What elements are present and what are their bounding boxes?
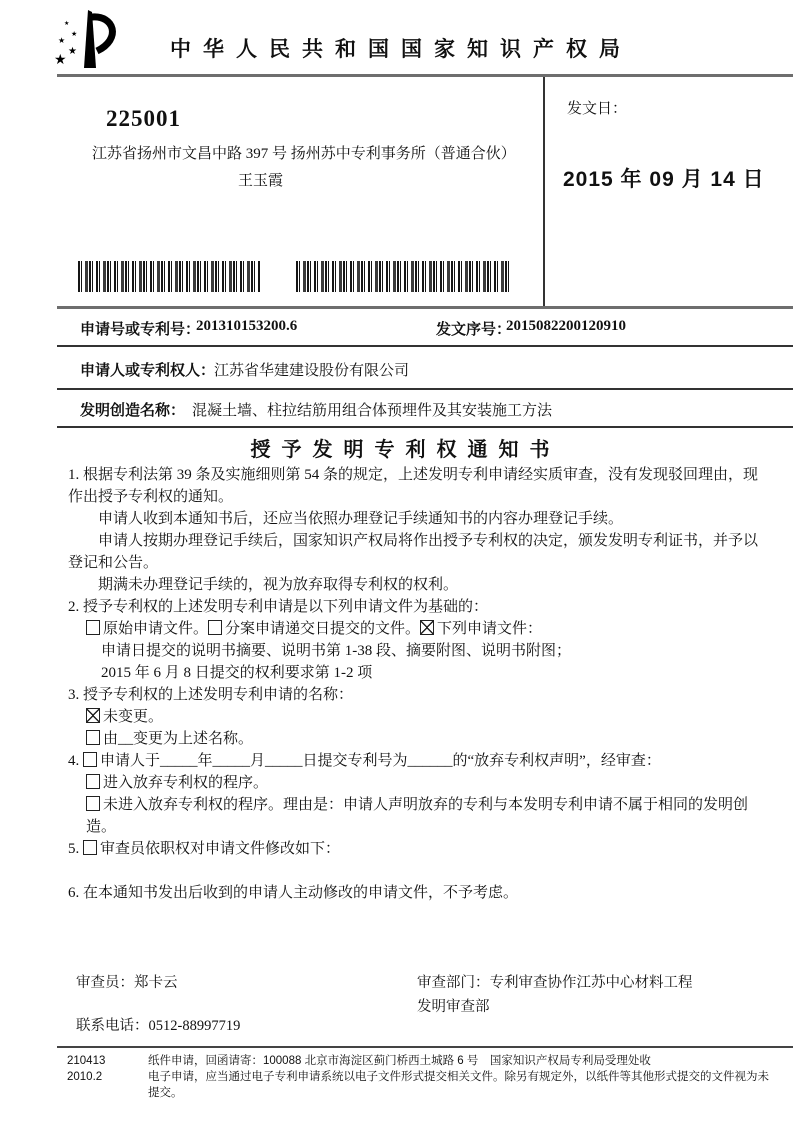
dispatch-date-label: 发文日：: [567, 101, 628, 117]
notice-line: [68, 838, 771, 860]
checkbox-checked-icon: [86, 708, 100, 723]
notice-title: 授予发明专利权通知书: [250, 439, 561, 461]
logo-star: ★: [64, 20, 70, 27]
checkbox-empty-icon: [208, 620, 222, 635]
barcode-left: [78, 261, 261, 292]
logo-star: ★: [58, 36, 66, 45]
notice-body: [68, 464, 771, 904]
org-title: 中华人民共和国国家知识产权局: [170, 37, 632, 61]
notice-text: 5.: [68, 841, 83, 857]
logo-star: ★: [71, 30, 78, 38]
invention-title-label: 发明创造名称：: [80, 403, 186, 419]
section-rule: [57, 306, 793, 309]
application-no-value: 201310153200.6: [196, 318, 298, 334]
department-line: [417, 971, 693, 1019]
applicant-value: 江苏省华建建设股份有限公司: [214, 363, 410, 379]
examiner-line: [76, 971, 178, 992]
row-rule: [57, 388, 793, 390]
notice-line: [68, 618, 771, 640]
notice-line: [68, 794, 771, 838]
notice-text: 申请日提交的说明书摘要、说明书第 1-38 段、摘要附图、说明书附图；: [101, 643, 571, 659]
checkbox-checked-icon: [420, 620, 434, 635]
logo-star: ★: [68, 46, 77, 57]
footer-rule: [57, 1046, 793, 1048]
row-rule: [57, 426, 793, 428]
notice-text: 2. 授予专利权的上述发明专利申请是以下列申请文件为基础的：: [68, 599, 489, 615]
notice-text: 1. 根据专利法第 39 条及实施细则第 54 条的规定，上述发明专利申请经实质审查，没有发现驳回理由，现作出授予专利权的通知。: [68, 467, 759, 505]
footer-form-codes: [67, 1053, 105, 1085]
phone-label: 联系电话：: [76, 1018, 149, 1034]
vertical-divider: [543, 77, 545, 306]
notice-text: 进入放弃专利权的程序。: [103, 775, 269, 791]
notice-text: 审查员依职权对申请文件修改如下：: [100, 841, 341, 857]
recipient-address: 江苏省扬州市文昌中路 397 号 扬州苏中专利事务所（普通合伙）: [92, 146, 516, 162]
notice-line: [68, 750, 771, 772]
checkbox-empty-icon: [86, 796, 100, 811]
footer-electronic-note: 电子申请，应当通过电子专利申请系统以电子文件形式提交相关文件。除另有规定外，以纸件等其他形式提交的文件视为未提交。: [148, 1071, 769, 1099]
serial-no-value: 2015082200120910: [506, 318, 626, 334]
notice-text: 6. 在本通知书发出后收到的申请人主动修改的申请文件，不予考虑。: [68, 885, 519, 901]
phone-line: [76, 1014, 240, 1035]
notice-text: 未进入放弃专利权的程序。理由是：申请人声明放弃的专利与本发明专利申请不属于相同的发明创造。: [86, 797, 749, 835]
checkbox-empty-icon: [83, 752, 97, 767]
checkbox-empty-icon: [86, 730, 100, 745]
notice-line: [68, 728, 771, 750]
notice-line: [68, 574, 771, 596]
notice-text: 由__变更为上述名称。: [103, 731, 254, 747]
notice-text: 2015 年 6 月 8 日提交的权利要求第 1-2 项: [101, 665, 373, 681]
notice-line: [68, 882, 771, 904]
row-rule: [57, 345, 793, 347]
footer-notes: [148, 1053, 770, 1101]
checkbox-empty-icon: [86, 774, 100, 789]
notice-line: [68, 684, 771, 706]
notice-text: 原始申请文件。: [103, 621, 209, 637]
postal-code: 225001: [106, 106, 181, 131]
invention-title-value: 混凝土墙、柱拉结筋用组合体预埋件及其安装施工方法: [192, 403, 553, 419]
notice-text: 申请人收到本通知书后，还应当依照办理登记手续通知书的内容办理登记手续。: [98, 511, 624, 527]
serial-no-label: 发文序号：: [436, 322, 512, 338]
notice-text: 申请人于_____年_____月_____日提交专利号为______的“放弃专利权声明”，经审查：: [100, 753, 661, 769]
checkbox-empty-icon: [83, 840, 97, 855]
examiner-label: 审查员：: [76, 975, 134, 991]
notice-line: [68, 464, 771, 508]
examiner-name: 郑卡云: [134, 975, 178, 991]
notice-line: [68, 596, 771, 618]
notice-line: [68, 772, 771, 794]
logo-star: ★: [54, 52, 67, 68]
checkbox-empty-icon: [86, 620, 100, 635]
notice-line: [68, 640, 771, 662]
notice-line: [68, 508, 771, 530]
application-no-label: 申请号或专利号：: [80, 322, 201, 338]
notice-text: 下列申请文件：: [437, 621, 543, 637]
header-rule: [57, 74, 793, 77]
footer-form-code: 210413: [67, 1055, 106, 1067]
notice-text: 分案申请递交日提交的文件。: [225, 621, 421, 637]
sipo-emblem-icon: [54, 8, 126, 74]
barcode-right: [296, 261, 512, 292]
footer-paper-note: 纸件申请，回函请寄：100088 北京市海淀区蓟门桥西土城路 6 号 国家知识产权局专利局受理处收: [148, 1055, 651, 1067]
recipient-name: 王玉霞: [238, 173, 284, 189]
notice-line: [68, 662, 771, 684]
notice-text: 3. 授予专利权的上述发明专利申请的名称：: [68, 687, 354, 703]
notice-text: 申请人按期办理登记手续后，国家知识产权局将作出授予专利权的决定，颁发发明专利证书，并予以登记和公告。: [68, 533, 759, 571]
notice-text: 4.: [68, 753, 83, 769]
phone-value: 0512-88997719: [148, 1018, 241, 1034]
applicant-label: 申请人或专利权人：: [80, 363, 216, 379]
dispatch-date-value: 2015 年 09 月 14 日: [563, 168, 765, 191]
footer-form-year: 2010.2: [67, 1071, 103, 1083]
notice-text: 未变更。: [103, 709, 164, 725]
notice-text: 期满未办理登记手续的，视为放弃取得专利权的权利。: [98, 577, 459, 593]
department-value-line1: 专利审查协作江苏中心材料工程: [489, 975, 693, 991]
notice-line: [68, 530, 771, 574]
department-value-line2: 发明审查部: [417, 999, 490, 1015]
notice-line: [68, 706, 771, 728]
department-label: 审查部门：: [417, 975, 490, 991]
